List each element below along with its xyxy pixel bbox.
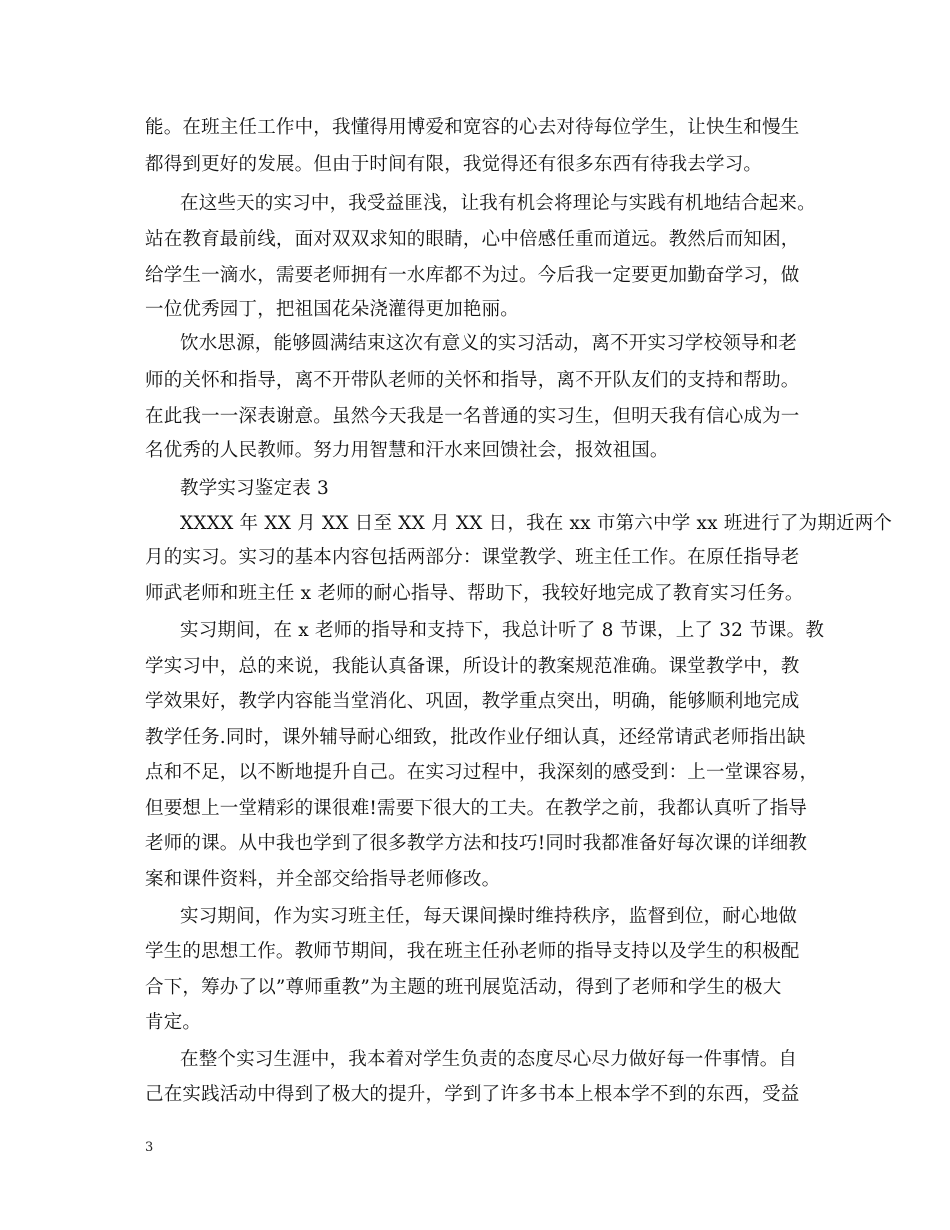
text-line-27: 在整个实习生涯中，我本着对学生负责的态度尽心尽力做好每一件事情。自 [180,1049,798,1070]
text-line-13: 月的实习。实习的基本内容包括两部分：课堂教学、班主任工作。在原任指导老 [145,547,800,568]
text-line-7: 饮水思源，能够圆满结束这次有意义的实习活动，离不开实习学校领导和老 [180,333,798,354]
page-number: 3 [145,1140,154,1155]
text-line-28: 己在实践活动中得到了极大的提升，学到了许多书本上根本学不到的东西，受益 [145,1084,800,1105]
text-line-24: 学生的思想工作。教师节期间，我在班主任孙老师的指导支持以及学生的积极配 [145,941,800,962]
text-line-2: 都得到更好的发展。但由于时间有限，我觉得还有很多东西有待我去学习。 [145,154,763,175]
text-line-5: 给学生一滴水，需要老师拥有一水库都不为过。今后我一定要更加勤奋学习，做 [145,265,800,286]
text-line-16: 学实习中，总的来说，我能认真备课，所设计的教案规范准确。课堂教学中，教 [145,656,800,677]
section-heading: 教学实习鉴定表 3 [180,478,329,499]
text-line-1: 能。在班主任工作中，我懂得用博爱和宽容的心去对待每位学生，让快生和慢生 [145,117,800,138]
text-line-15: 实习期间，在 x 老师的指导和支持下，我总计听了 8 节课，上了 32 节课。教 [180,620,825,641]
text-line-12: XXXX 年 XX 月 XX 日至 XX 月 XX 日，我在 xx 市第六中学 xx 班进行了为期近两个 [180,513,893,534]
text-line-25: 合下，筹办了以”尊师重教”为主题的班刊展览活动，得到了老师和学生的极大 [145,977,782,998]
text-line-9: 在此我一一深表谢意。虽然今天我是一名普通的实习生，但明天我有信心成为一 [145,406,800,427]
text-line-8: 师的关怀和指导，离不开带队老师的关怀和指导，离不开队友们的支持和帮助。 [145,370,800,391]
text-line-14: 师武老师和班主任 x 老师的耐心指导、帮助下，我较好地完成了教育实习任务。 [145,583,804,604]
text-line-22: 案和课件资料，并全部交给指导老师修改。 [145,869,501,890]
text-line-6: 一位优秀园丁，把祖国花朵浇灌得更加艳丽。 [145,299,520,320]
text-line-23: 实习期间，作为实习班主任，每天课间操时维持秩序，监督到位，耐心地做 [180,906,798,927]
text-line-19: 点和不足，以不断地提升自己。在实习过程中，我深刻的感受到：上一堂课容易， [145,762,819,783]
text-line-20: 但要想上一堂精彩的课很难!需要下很大的工夫。在教学之前，我都认真听了指导 [145,798,808,819]
text-line-18: 教学任务.同时，课外辅导耐心细致，批改作业仔细认真，还经常请武老师指出缺 [145,727,806,748]
text-line-4: 站在教育最前线，面对双双求知的眼睛，心中倍感任重而道远。教然后而知困， [145,229,800,250]
text-line-21: 老师的课。从中我也学到了很多教学方法和技巧!同时我都准备好每次课的详细教 [145,833,808,854]
text-line-26: 肯定。 [145,1012,202,1033]
text-line-17: 学效果好，教学内容能当堂消化、巩固，教学重点突出，明确，能够顺利地完成 [145,691,800,712]
text-line-10: 名优秀的人民教师。努力用智慧和汗水来回馈社会，报效祖国。 [145,440,669,461]
text-line-3: 在这些天的实习中，我受益匪浅，让我有机会将理论与实践有机地结合起来。 [180,193,816,214]
